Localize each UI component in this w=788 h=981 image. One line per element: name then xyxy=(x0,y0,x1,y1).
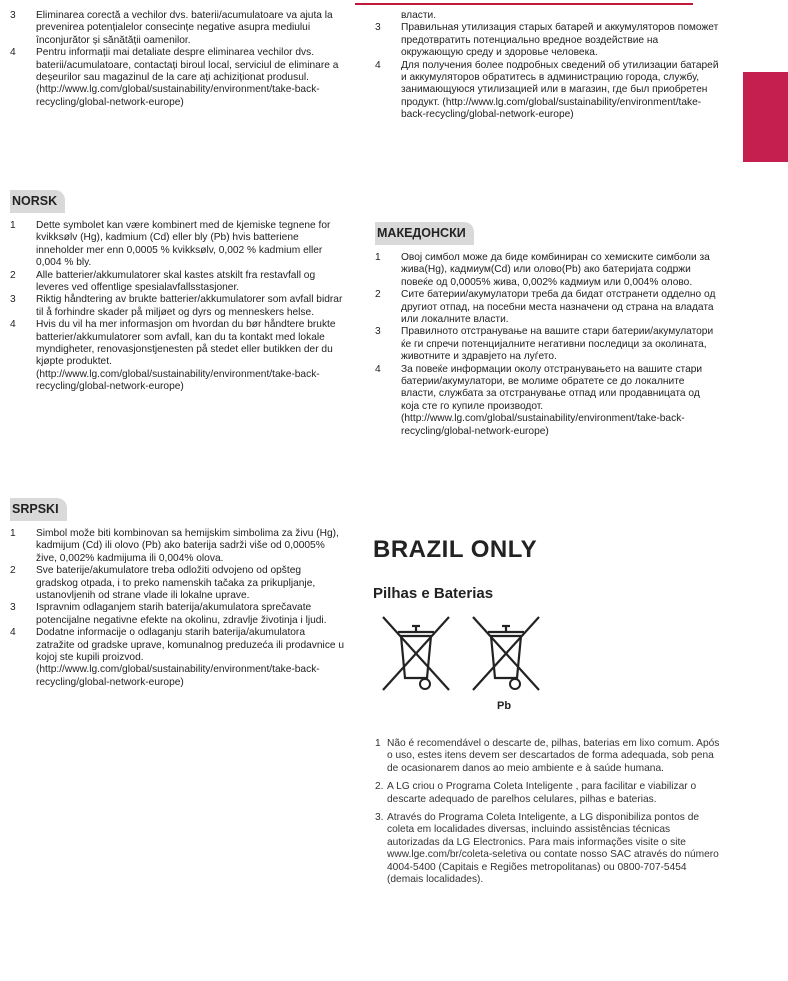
list-item: 2 Sve baterije/akumulatore treba odložiti odvojeno od opšteg gradskog otpada, i to preko namenskih tačaka za prikupljanje, ustanovljenih od strane vlade ili lokalne uprave. xyxy=(10,565,316,602)
brazil-heading: BRAZIL ONLY xyxy=(373,536,538,563)
makedonski-list xyxy=(375,252,720,438)
section-header-makedonski: МАКЕДОНСКИ xyxy=(375,222,474,245)
list-item: 4 Для получения более подробных сведений об утилизации батарей и аккумуляторов обратитесь в администрацию города, службу, занимающуюся утилизацией или в магазин, где был приобретен продукт. (http://www.lg.com/global/sustainability/environment/take-back-recycling/global-network-europe) xyxy=(375,59,719,121)
list-item: 3 Правилното отстранување на вашите стари батерии/акумулатори ќе ги спречи потенцијалните негативни последици за околината, животните и здравјето на луѓето. xyxy=(375,326,714,363)
crossed-bin-pb-icon xyxy=(468,612,544,698)
russian-list xyxy=(375,10,720,122)
norsk-list xyxy=(10,220,345,394)
list-item: 4 Pentru informații mai detaliate despre eliminarea vechilor dvs. baterii/acumulatoare, contactați biroul local, serviciul de eliminare a deșeurilor sau magazinul de la care ați achiziționat produsul. (http://www.lg.com/global/sustainability/environment/take-back-recycling/global-network-europe) xyxy=(10,47,339,108)
list-item: 1 Овој симбол може да биде комбиниран со хемиските симболи за жива(Hg), кадмиум(Cd) или олово(Pb) ако батеријата содржи повеќе од 0,0005% жива, 0,002% кадмиум или 0,004% олово. xyxy=(375,252,710,288)
list-item: власти. xyxy=(401,10,437,21)
crossed-bin-icon xyxy=(378,612,454,698)
pb-label: Pb xyxy=(497,700,512,712)
brazil-subheading: Pilhas e Baterias xyxy=(373,585,494,602)
language-tab-marker xyxy=(743,72,788,162)
list-item: 4 За повеќе информации околу отстранувањето на вашите стари батерии/акумулатори, ве молиме обратете се до локалните власти, службата за отстранување отпад или продавницата од која сте го купиле производот. (http://www.lg.com/global/sustainability/environment/take-back-recycling/global-network-europe) xyxy=(375,363,703,437)
list-item: 4 Hvis du vil ha mer informasjon om hvordan du bør håndtere brukte batterier/akkumulatorer som avfall, kan du ta kontakt med lokale myndigheter, renovasjonstjenesten på stedet eller butikken der du kjøpte produktet. (http://www.lg.com/global/sustainability/environment/take-back-recycling/global-network-europe) xyxy=(10,319,336,393)
list-item: 4 Dodatne informacije o odlaganju starih baterija/akumulatora zatražite od gradske uprave, komunalnog preduzeća ili prodavnice u kojoj ste kupili proizvod. (http://www.lg.com/global/sustainability/environment/take-back-recycling/global-network-europe) xyxy=(10,627,345,688)
top-rule xyxy=(355,3,693,5)
list-item: 3. Através do Programa Coleta Inteligente, a LG disponibiliza pontos de coleta em localidades diversas, incluindo assistências técnicas autorizadas da LG Electronics. Para mais informações visite o site www.lge.com/br/coleta-seletiva ou contate nosso SAC através do número 4004-5400 (Capitais e Regiões metropolitanas) ou 0800-707-5454 (demais localidades). xyxy=(375,812,719,886)
list-item: 1 Simbol može biti kombinovan sa hemijskim simbolima za živu (Hg), kadmijum (Cd) ili olovo (Pb) ako baterija sadrži više od 0,0005% žive, 0,002% kadmijuma ili 0,004% olova. xyxy=(10,528,339,564)
romanian-list xyxy=(10,10,345,109)
section-header-norsk: NORSK xyxy=(10,190,65,213)
list-item: 3 Riktig håndtering av brukte batterier/akkumulatorer som avfall bidrar til å forhindre skader på miljøet og dyrs og menneskers helse. xyxy=(10,294,343,318)
list-item: 2 Alle batterier/akkumulatorer skal kastes atskilt fra restavfall og leveres ved offentlige spesialavfallsstasjoner. xyxy=(10,269,316,294)
list-item: 3 Eliminarea corectă a vechilor dvs. baterii/acumulatoare va ajuta la prevenirea potențialelor consecințe negative asupra mediului înconjurător și sănătății oamenilor. xyxy=(10,10,333,46)
section-header-srpski: SRPSKI xyxy=(10,498,67,521)
list-item: 2. A LG criou o Programa Coleta Inteligente , para facilitar e viabilizar o descarte adequado de parelhos celulares, pilhas e baterias. xyxy=(375,781,697,805)
list-item: 2 Сите батерии/акумулатори треба да бидат отстранети одделно од другиот отпад, на посебни места назначени од страна на владата или локалните власти. xyxy=(375,289,716,326)
list-item: 3 Ispravnim odlaganjem starih baterija/akumulatora sprečavate potencijalne negativne efekte na okolinu, zdravlje životinja i ljudi. xyxy=(10,602,327,626)
list-item: 1 Não é recomendável o descarte de, pilhas, baterias em lixo comum. Após o uso, estes itens devem ser descartados de forma adequada, sob pena de ocasionarem danos ao meio ambiente e à saúde humana. xyxy=(375,738,720,774)
list-item: 1 Dette symbolet kan være kombinert med de kjemiske tegnene for kvikksølv (Hg), kadmium (Cd) eller bly (Pb) hvis batteriene inneholder mer enn 0,0005 % kvikksølv, 0,002 % kadmium eller 0,004 % bly. xyxy=(10,220,331,269)
srpski-list xyxy=(10,528,345,689)
list-item: 3 Правильная утилизация старых батарей и аккумуляторов поможет предотвратить потенциально вредное воздействие на окружающую среду и здоровье человека. xyxy=(375,22,719,59)
brazil-list xyxy=(375,738,720,892)
